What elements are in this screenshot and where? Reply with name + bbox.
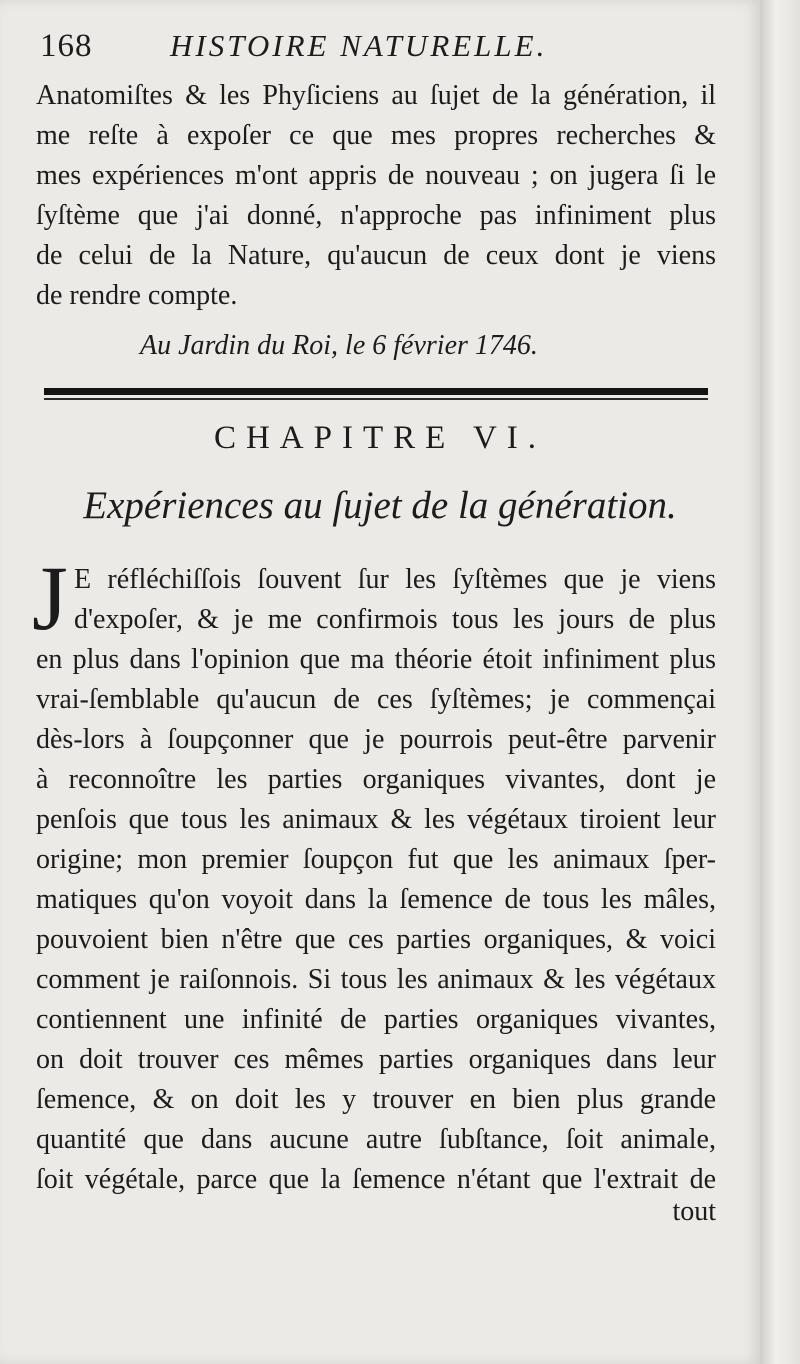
- body-text-line: penſois que tous les animaux & les végétaux tiroient leur: [36, 804, 716, 835]
- preceding-text-line: Anatomiſtes & les Phyſiciens au ſujet de la génération, il: [36, 80, 716, 111]
- preceding-text-line: de rendre compte.: [36, 280, 238, 311]
- body-text-line: ſoit végétale, parce que la ſemence n'étant que l'extrait de: [36, 1164, 716, 1195]
- page-header: [40, 22, 720, 72]
- body-text-line: ſemence, & on doit les y trouver en bien plus grande: [36, 1084, 716, 1115]
- drop-cap: J: [32, 547, 68, 649]
- body-text-line: E réfléchiſſois ſouvent ſur les ſyſtèmes que je viens: [74, 564, 716, 595]
- running-title: HISTOIRE NATURELLE.: [170, 28, 548, 63]
- body-text-line: vrai-ſemblable qu'aucun de ces ſyſtèmes; je commençai: [36, 684, 716, 715]
- body-text-line: quantité que dans aucune autre ſubſtance, ſoit animale,: [36, 1124, 716, 1155]
- body-text-line: origine; mon premier ſoupçon fut que les animaux ſper-: [36, 844, 716, 875]
- dateline: Au Jardin du Roi, le 6 février 1746.: [140, 330, 538, 361]
- body-text-line: dès-lors à ſoupçonner que je pourrois peut-être parvenir: [36, 724, 716, 755]
- body-text-line: pouvoient bien n'être que ces parties organiques, & voici: [36, 924, 716, 955]
- section-rule: [44, 388, 708, 395]
- body-text-line: d'expoſer, & je me confirmois tous les jours de plus: [74, 604, 716, 635]
- body-text-line: on doit trouver ces mêmes parties organiques dans leur: [36, 1044, 716, 1075]
- body-text-line: à reconnoître les parties organiques vivantes, dont je: [36, 764, 716, 795]
- catchword: tout: [672, 1196, 716, 1227]
- body-text-line: en plus dans l'opinion que ma théorie étoit infiniment plus: [36, 644, 716, 675]
- body-text-line: contiennent une infinité de parties organiques vivantes,: [36, 1004, 716, 1035]
- preceding-text-line: mes expériences m'ont appris de nouveau ; on jugera ſi le: [36, 160, 716, 191]
- preceding-text-line: de celui de la Nature, qu'aucun de ceux dont je viens: [36, 240, 716, 271]
- page-number: 168: [40, 28, 93, 64]
- preceding-text-line: ſyſtème que j'ai donné, n'approche pas infiniment plus: [36, 200, 716, 231]
- section-rule-thin: [44, 398, 708, 400]
- preceding-text-line: me reſte à expoſer ce que mes propres recherches &: [36, 120, 716, 151]
- chapter-number: CHAPITRE VI.: [213, 420, 547, 456]
- facing-page-edge: [760, 0, 800, 1364]
- body-text-line: comment je raiſonnois. Si tous les animaux & les végétaux: [36, 964, 716, 995]
- chapter-title: Expériences au ſujet de la génération.: [83, 484, 677, 527]
- body-text-line: matiques qu'on voyoit dans la ſemence de tous les mâles,: [36, 884, 716, 915]
